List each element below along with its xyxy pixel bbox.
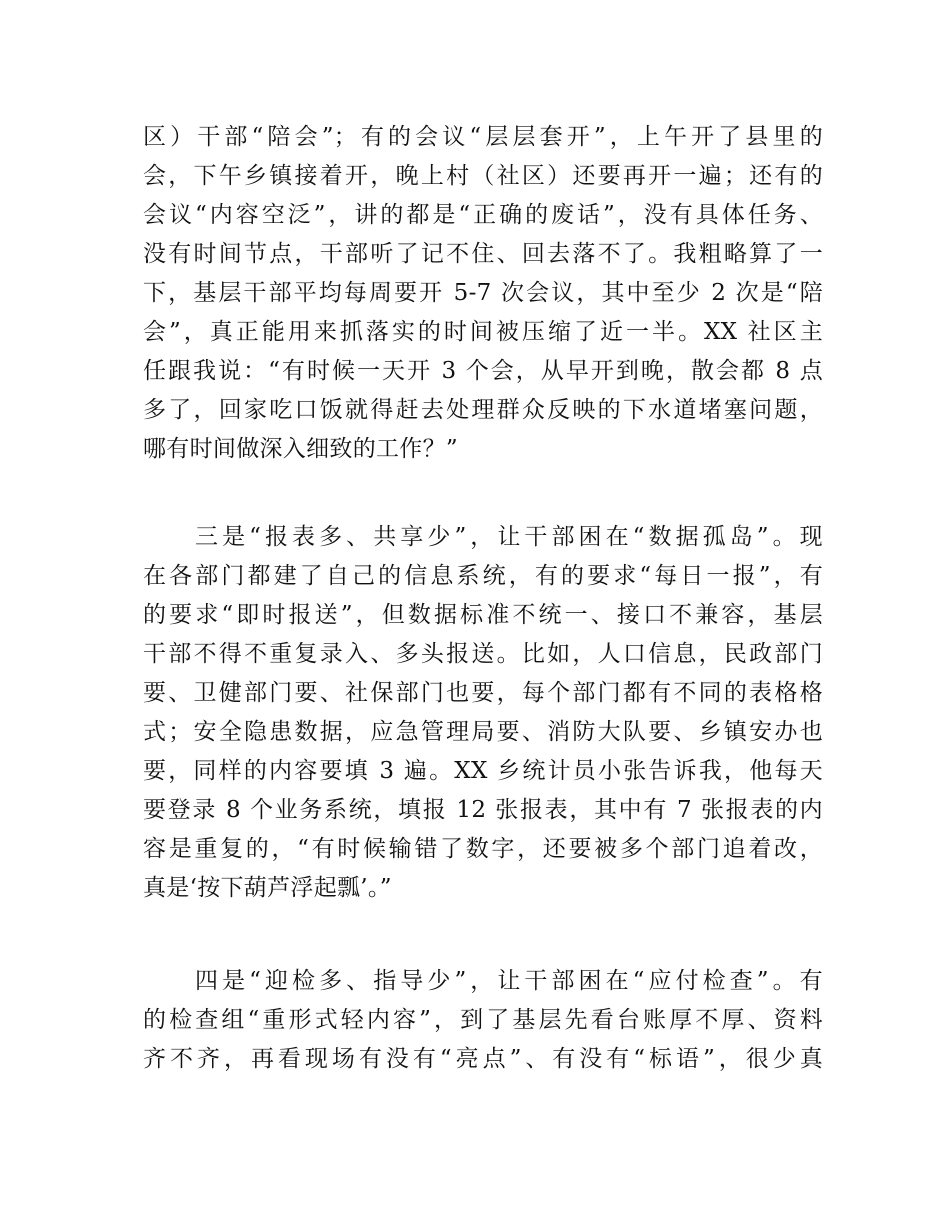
text-line: 要、卫健部门要、社保部门也要，每个部门都有不同的表格格 — [143, 680, 823, 706]
text-line: 容是重复的，“有时候输错了数字，还要被多个部门追着改， — [143, 836, 823, 862]
text-line: 要登录 8 个业务系统，填报 12 张报表，其中有 7 张报表的内 — [143, 797, 823, 823]
text-line: 区）干部“陪会”；有的会议“层层套开”，上午开了县里的 — [143, 124, 823, 150]
text-line: 下，基层干部平均每周要开 5-7 次会议，其中至少 2 次是“陪 — [143, 280, 823, 306]
paragraph-reports — [143, 518, 823, 908]
text-line: 会，下午乡镇接着开，晚上村（社区）还要再开一遍；还有的 — [143, 163, 823, 189]
text-line: 没有时间节点，干部听了记不住、回去落不了。我粗略算了一 — [143, 241, 823, 267]
text-line: 会议“内容空泛”，讲的都是“正确的废话”，没有具体任务、 — [143, 202, 823, 228]
text-line: 干部不得不重复录入、多头报送。比如，人口信息，民政部门 — [143, 641, 823, 667]
text-line: 四是“迎检多、指导少”，让干部困在“应付检查”。有 — [195, 968, 823, 994]
text-line: 多了，回家吃口饭就得赶去处理群众反映的下水道堵塞问题， — [143, 397, 823, 423]
text-line: 在各部门都建了自己的信息系统，有的要求“每日一报”，有 — [143, 563, 823, 589]
text-line: 式；安全隐患数据，应急管理局要、消防大队要、乡镇安办也 — [143, 719, 823, 745]
text-line: 任跟我说：“有时候一天开 3 个会，从早开到晚，散会都 8 点 — [143, 358, 823, 384]
text-line: 真是‘按下葫芦浮起瓢’。” — [143, 875, 392, 901]
text-line: 要，同样的内容要填 3 遍。XX 乡统计员小张告诉我，他每天 — [143, 758, 823, 784]
text-line: 三是“报表多、共享少”，让干部困在“数据孤岛”。现 — [195, 524, 823, 550]
text-line: 会”，真正能用来抓落实的时间被压缩了近一半。XX 社区主 — [143, 319, 823, 345]
text-line: 哪有时间做深入细致的工作？” — [143, 436, 458, 462]
paragraph-meetings — [143, 118, 823, 469]
text-line: 齐不齐，再看现场有没有“亮点”、有没有“标语”，很少真 — [143, 1046, 823, 1072]
text-line: 的要求“即时报送”，但数据标准不统一、接口不兼容，基层 — [143, 602, 823, 628]
paragraph-inspections — [143, 962, 823, 1079]
text-line: 的检查组“重形式轻内容”，到了基层先看台账厚不厚、资料 — [143, 1007, 823, 1033]
